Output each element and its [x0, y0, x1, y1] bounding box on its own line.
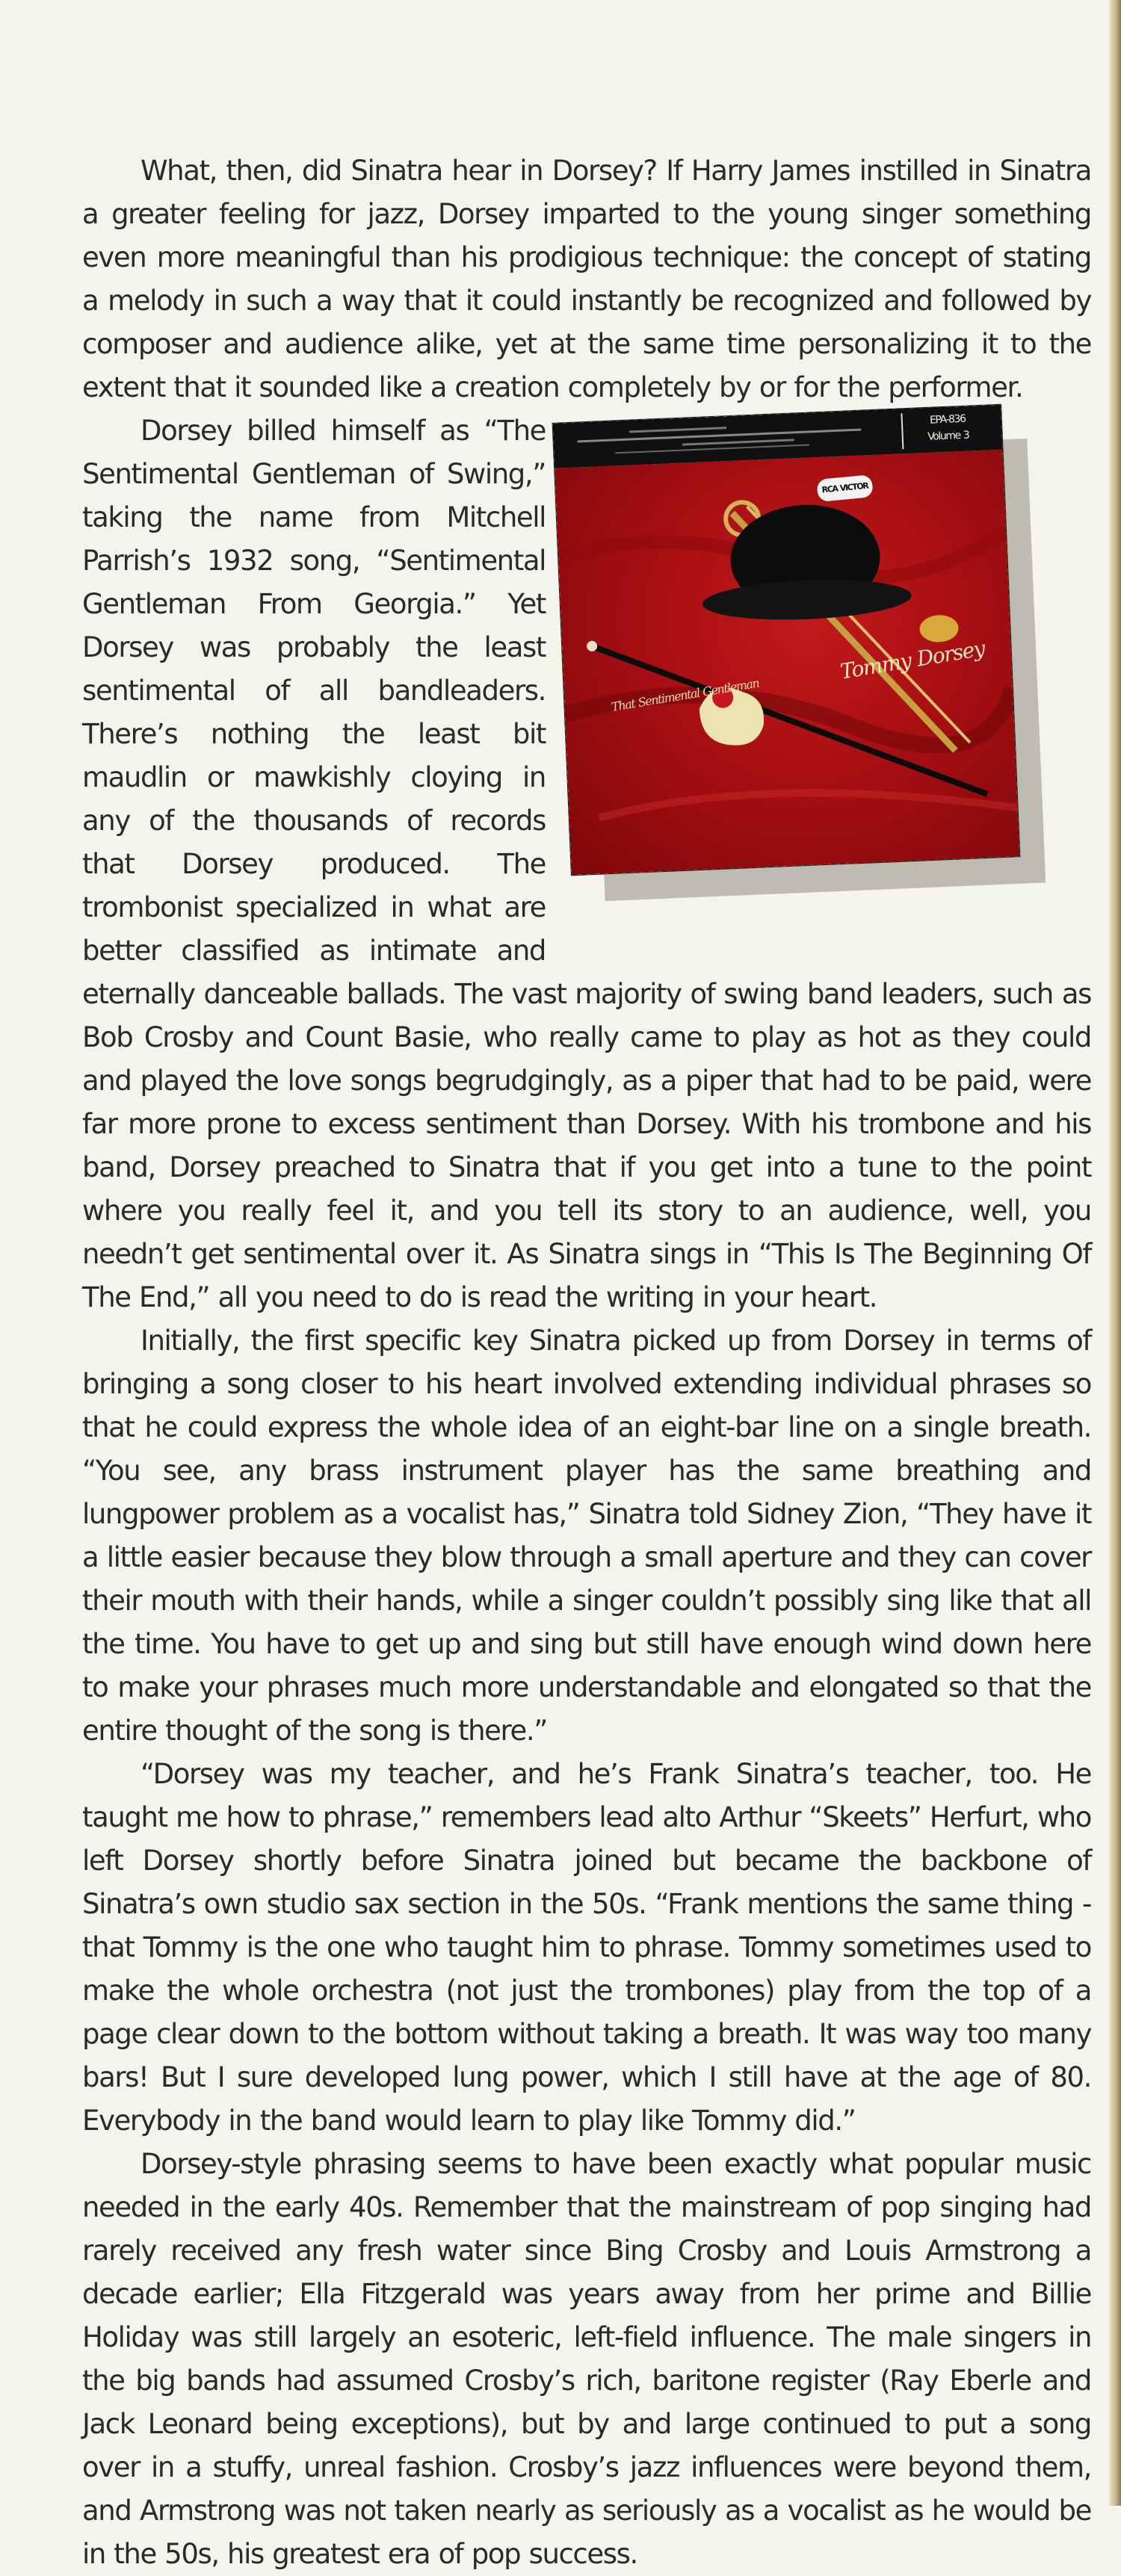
catalog-volume: Volume 3: [927, 429, 969, 443]
album-cover-figure: [562, 414, 1091, 931]
cover-artwork: [555, 450, 1019, 876]
cover-title-script: That Sentimental Gentleman: [610, 675, 760, 714]
track-list-lines: [569, 417, 884, 460]
paragraph-1: What, then, did Sinatra hear in Dorsey? If Harry James instilled in Sinatra a greater feeling for jazz, Dorsey imparted to the young singer something even more meaningful than his prodigious technique: the concept of stating a melody in such a way that it could instantly be recognized and followed by composer and audience alike, yet at the same time personalizing it to the extent that it sounded like a creation completely by or for the performer.: [82, 155, 1091, 403]
paragraph-5: Dorsey-style phrasing seems to have been exactly what popular music needed in the early 40s. Remember that the mainstream of pop singing had rarely received any fresh water since Bing Crosby and Louis Armstrong a decade earlier; Ella Fitzgerald was years away from her prime and Billie Holiday was still largely an esoteric, left-field influence. The male singers in the big bands had assumed Crosby’s rich, baritone register (Ray Eberle and Jack Leonard being exceptions), but by and large continued to put a song over in a stuffy, unreal fashion. Crosby’s jazz influences were beyond them, and Armstrong was not taken nearly as seriously as a vocalist as he would be in the 50s, his greatest era of pop success.: [82, 2148, 1091, 2570]
cover-artist-name: Tommy Dorsey: [838, 636, 986, 684]
catalog-number: EPA-836: [929, 412, 966, 427]
paragraph-3: Initially, the first specific key Sinatra picked up from Dorsey in terms of bringing a song closer to his heart involved extending individual phrases so that he could express the whole idea of an eight-bar line on a single breath. “You see, any brass instrument player has the same breathing and lungpower problem as a vocalist has,” Sinatra told Sidney Zion, “They have it a little easier because they blow through a small aperture and they can cover their mouth with their hands, while a singer couldn’t possibly sing like that all the time. You have to get up and sing but still have enough wind down here to make your phrases much more understandable and elongated so that the entire thought of the song is there.”: [82, 1325, 1091, 1747]
page-spine-edge: [1109, 0, 1121, 2506]
article-body: [82, 149, 1091, 2576]
paragraph-2: Dorsey billed himself as “The Sentimental Gentleman of Swing,” taking the name from Mitchell Parrish’s 1932 song, “Sentimental Gentleman From Georgia.” Yet Dorsey was probably the least sentimental of all bandleaders. There’s nothing the least bit maudlin or mawkishly cloying in any of the thousands of records that Dorsey produced. The trombonist specialized in what are better classified as intimate and eternally danceable ballads. The vast majority of swing band leaders, such as Bob Crosby and Count Basie, who really came to play as hot as they could and played the love songs begrudgingly, as a piper that had to be paid, were far more prone to excess sentiment than Dorsey. With his trombone and his band, Dorsey preached to Sinatra that if you get into a tune to the point where you really feel it, and you tell its story to an audience, well, you needn’t get sentimental over it. As Sinatra sings in “This Is The Beginning Of The End,” all you need to do is read the writing in your heart.: [82, 415, 1091, 1313]
album-cover-image: [553, 405, 1020, 876]
paragraph-4: “Dorsey was my teacher, and he’s Frank Sinatra’s teacher, too. He taught me how to phrase,” remembers lead alto Arthur “Skeets” Herfurt, who left Dorsey shortly before Sinatra joined but became the backbone of Sinatra’s own studio sax section in the 50s. “Frank mentions the same thing - that Tommy is the one who taught him to phrase. Tommy sometimes used to make the whole orchestra (not just the trombones) play from the top of a page clear down to the bottom without taking a breath. It was way too many bars! But I sure developed lung power, which I still have at the age of 80. Everybody in the band would learn to play like Tommy did.”: [82, 1758, 1091, 2137]
rca-victor-logo: RCA VICTOR: [816, 474, 873, 502]
catalog-box: [901, 409, 993, 449]
